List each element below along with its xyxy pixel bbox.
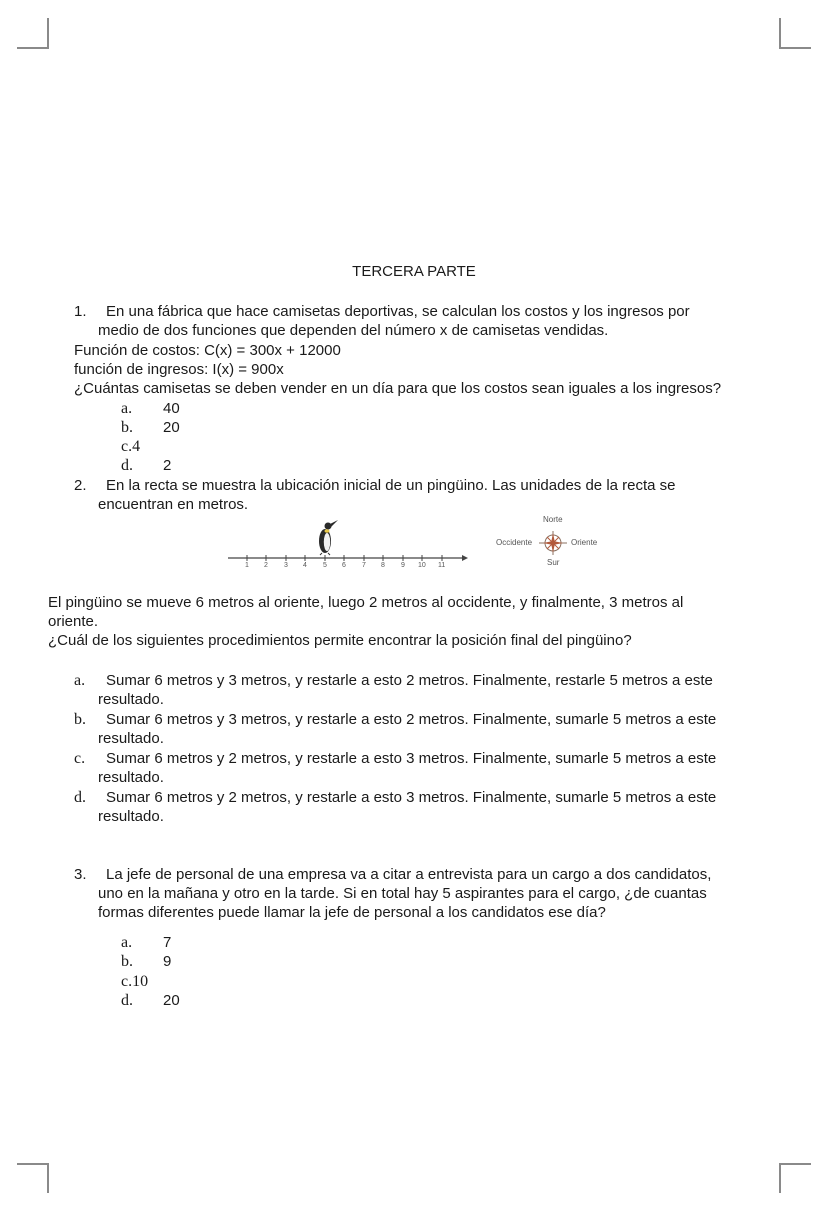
compass-south-label: Sur	[547, 558, 560, 567]
tick-label: 2	[264, 562, 268, 569]
tick-label: 3	[284, 562, 288, 569]
q1-text-line1: En una fábrica que hace camisetas deportivas, se calculan los costos y los ingresos por	[106, 303, 690, 320]
tick-label: 8	[381, 562, 385, 569]
q2-option-b-line2: resultado.	[98, 730, 164, 747]
page-title: TERCERA PARTE	[352, 263, 476, 280]
q1-option-d-letter: d.	[121, 457, 133, 474]
q3-text-line3: formas diferentes puede llamar la jefe de personal a los candidatos ese día?	[98, 904, 606, 921]
q2-option-c-line1: Sumar 6 metros y 2 metros, y restarle a esto 3 metros. Finalmente, sumarle 5 metros a este	[106, 750, 717, 767]
q3-option-b-text: 9	[163, 953, 172, 970]
q2-text-line2: encuentran en metros.	[98, 496, 249, 513]
compass-east-label: Oriente	[571, 538, 598, 547]
q2-question: ¿Cuál de los siguientes procedimientos permite encontrar la posición final del pingüino?	[48, 632, 632, 649]
crop-mark-bottom-left-v	[47, 1163, 49, 1193]
q3-option-a-letter: a.	[121, 934, 133, 951]
q2-option-a-line1: Sumar 6 metros y 3 metros, y restarle a esto 2 metros. Finalmente, restarle 5 metros a este	[106, 672, 713, 689]
crop-mark-top-right-v	[779, 18, 781, 48]
q2-option-a-line2: resultado.	[98, 691, 164, 708]
q2-option-d-line2: resultado.	[98, 808, 164, 825]
q2-number: 2.	[74, 477, 87, 494]
q1-option-b-text: 20	[163, 419, 180, 436]
crop-mark-bottom-right-h	[779, 1163, 811, 1165]
q3-option-d-text: 20	[163, 992, 180, 1009]
tick-label: 1	[245, 562, 249, 569]
compass-rose-icon	[539, 529, 567, 557]
q2-option-a-letter: a.	[74, 672, 86, 689]
number-line-ticks	[222, 562, 472, 572]
q1-option-c-letter: c.4	[121, 438, 141, 455]
tick-label: 5	[323, 562, 327, 569]
penguin-icon	[319, 520, 338, 555]
compass-figure	[490, 512, 610, 570]
q2-option-b-letter: b.	[74, 711, 86, 728]
q2-statement-line1: El pingüino se mueve 6 metros al oriente, luego 2 metros al occidente, y finalmente, 3 metros al	[48, 594, 684, 611]
crop-mark-top-right-h	[779, 47, 811, 49]
tick-label: 9	[401, 562, 405, 569]
compass-north-label: Norte	[543, 515, 563, 524]
compass-west-label: Occidente	[496, 538, 533, 547]
q3-text-line2: uno en la mañana y otro en la tarde. Si en total hay 5 aspirantes para el cargo, ¿de cuantas	[98, 885, 707, 902]
tick-label: 4	[303, 562, 307, 569]
q2-option-c-line2: resultado.	[98, 769, 164, 786]
crop-mark-bottom-left-h	[17, 1163, 49, 1165]
q3-text-line1: La jefe de personal de una empresa va a citar a entrevista para un cargo a dos candidatos,	[106, 866, 712, 883]
q2-option-d-line1: Sumar 6 metros y 2 metros, y restarle a esto 3 metros. Finalmente, sumarle 5 metros a este	[106, 789, 717, 806]
crop-mark-top-left-v	[47, 18, 49, 48]
q3-option-a-text: 7	[163, 934, 172, 951]
q1-cost-function: Función de costos: C(x) = 300x + 12000	[74, 342, 341, 359]
q2-statement-line2: oriente.	[48, 613, 99, 630]
crop-mark-bottom-right-v	[779, 1163, 781, 1193]
q1-option-d-text: 2	[163, 457, 172, 474]
q3-number: 3.	[74, 866, 87, 883]
tick-label: 7	[362, 562, 366, 569]
q3-option-c-letter: c.10	[121, 973, 149, 990]
q1-option-b-letter: b.	[121, 419, 133, 436]
q1-number: 1.	[74, 303, 87, 320]
q3-option-b-letter: b.	[121, 953, 133, 970]
q1-question: ¿Cuántas camisetas se deben vender en un día para que los costos sean iguales a los ingresos?	[74, 380, 722, 397]
crop-mark-top-left-h	[17, 47, 49, 49]
number-line-figure	[222, 512, 472, 574]
tick-label: 6	[342, 562, 346, 569]
q1-option-a-letter: a.	[121, 400, 133, 417]
q1-text-line2: medio de dos funciones que dependen del número x de camisetas vendidas.	[98, 322, 609, 339]
q2-option-b-line1: Sumar 6 metros y 3 metros, y restarle a esto 2 metros. Finalmente, sumarle 5 metros a este	[106, 711, 717, 728]
q2-option-d-letter: d.	[74, 789, 86, 806]
tick-label: 10	[418, 562, 426, 569]
q1-option-a-text: 40	[163, 400, 180, 417]
q3-option-d-letter: d.	[121, 992, 133, 1009]
tick-label: 11	[438, 562, 446, 569]
q1-income-function: función de ingresos: I(x) = 900x	[74, 361, 284, 378]
q2-text-line1: En la recta se muestra la ubicación inicial de un pingüino. Las unidades de la recta se	[106, 477, 676, 494]
q2-option-c-letter: c.	[74, 750, 86, 767]
